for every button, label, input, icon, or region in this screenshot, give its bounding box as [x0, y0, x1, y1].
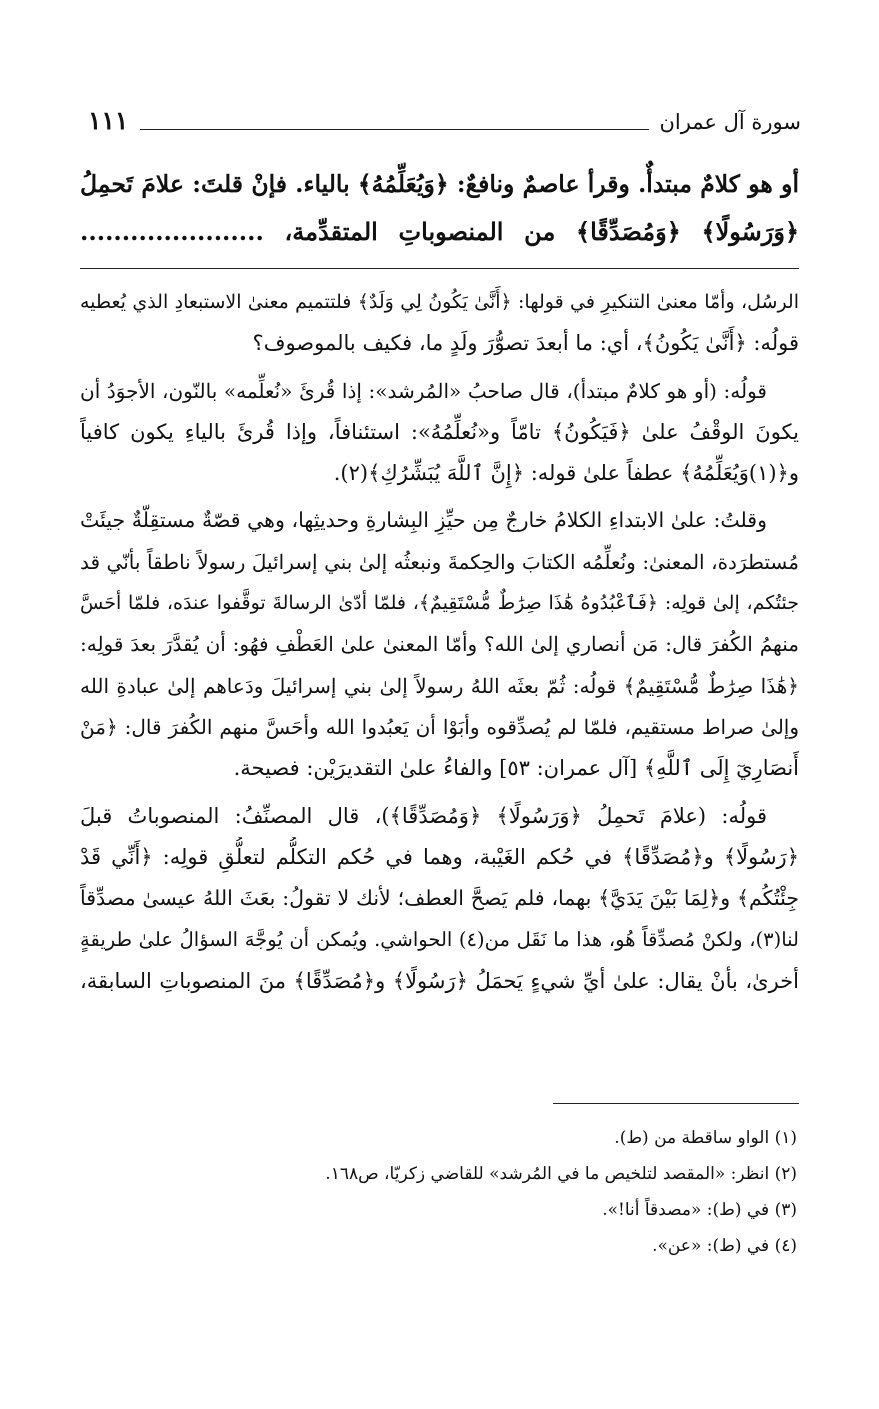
commentary-line: قولُه: ﴿أَنَّىٰ يَكُونُ﴾، أي: ما أبعدَ تصوُّرَ ولَدٍ ما، فكيف بالموصوف؟ [252, 331, 799, 356]
footnote-divider [553, 1103, 799, 1104]
commentary-line: وإلىٰ صراط مستقيم، فلمّا لم يُصدِّقوه وأبَوْا أن يَعبُدوا الله وأحَسَّ منهم الكُفرَ قال: ﴿مَنْ [80, 714, 799, 739]
commentary-line: منهمُ الكُفرَ قال: مَن أنصاري إلىٰ الله؟ وأمّا المعنىٰ علىٰ العَطْفِ فهُو: أن يُقدَّرَ بعدَ قولِه: [80, 632, 799, 657]
commentary-text [80, 282, 799, 1002]
footnote: (٣) في (ط): «مصدقاً أنا!». [602, 1200, 797, 1220]
commentary-line: لنا(٣)، ولكنْ مُصدِّقاً هُو، هذا ما نَقَل من(٤) الحواشي. ويُمكن أن يُوجَّهَ السؤالُ علىٰ طريقةٍ [80, 928, 799, 952]
commentary-line: الرسُل، وأمّا معنىٰ التنكيرِ في قولها: ﴿أَنَّىٰ يَكُونُ لِي وَلَدٌ﴾ فلتتميم معنىٰ الاستبعادِ الذي يُعطيه [80, 291, 799, 313]
commentary-line: وقلتُ: علىٰ الابتداءِ الكلامُ خارجٌ مِن حيِّزِ البِشارةِ وحديثِها، وهي قصّةٌ مستقِلّةٌ جيئَتْ [80, 508, 767, 533]
matn-line: أو هو كلامٌ مبتدأٌ. وقرأ عاصمٌ ونافعٌ: ﴿وَيُعَلِّمُهُ﴾ بالياء. فإنْ قلتَ: علامَ تَحمِلُ [80, 170, 799, 198]
commentary-line: مُستطرَدة، المعنىٰ: ونُعلِّمُه الكتابَ والحِكمةَ ونبعثُه إلىٰ بني إسرائيلَ رسولاً ناطقاً بأنّي قد [80, 549, 799, 574]
commentary-line: أخرىٰ، بأنْ يقال: علىٰ أيِّ شيءٍ يَحمَلُ ﴿رَسُولًا﴾ و﴿مُصَدِّقًا﴾ منَ المنصوباتِ السابقة، [80, 968, 799, 993]
surah-title: سورة آل عمران [659, 110, 801, 134]
header-rule [140, 129, 649, 130]
matn-text [80, 160, 799, 256]
commentary-line: جِئْتُكُم﴾ و﴿لِمَا بَيْنَ يَدَيَّ﴾ بهما، فلم يَصحَّ العطف؛ لأنك لا تقولُ: بعَثَ اللهُ عيسىٰ مصدِّقاً [80, 886, 799, 911]
matn-divider [80, 268, 799, 269]
footnote: (٤) في (ط): «عن». [652, 1236, 797, 1256]
commentary-line: و﴿(١)وَيُعَلِّمُهُ﴾ عطفاً علىٰ قوله: ﴿إِنَّ ٱللَّهَ يُبَشِّرُكِ﴾(٢). [333, 461, 799, 486]
page-number: ١١١ [88, 106, 129, 135]
footnotes [80, 1120, 797, 1264]
commentary-line: قولُه: (علامَ تَحمِلُ ﴿وَرَسُولًا﴾ ﴿وَمُصَدِّقًا﴾)، قال المصنِّفُ: المنصوباتُ قبلَ [80, 803, 767, 828]
running-header [88, 106, 801, 146]
commentary-line: ﴿رَسُولًا﴾ و﴿مُصَدِّقًا﴾ في حُكم الغَيْبة، وهما في حُكم التكلُّم لتعلُّقِ قولِه: ﴿أَنِّي قَدْ [80, 844, 799, 869]
commentary-line: جئتُكم، إلىٰ قولِه: ﴿فَٱعْبُدُوهُ هَٰذَا صِرَٰطٌ مُّسْتَقِيمٌ﴾، فلمّا أدّىٰ الرسالةَ توقَّفوا عندَه، فلمّا أحَسَّ [80, 592, 799, 615]
commentary-line: قولُه: (أو هو كلامٌ مبتدأ)، قال صاحبُ «المُرشد»: إذا قُرئَ «نُعلِّمه» بالنّون، الأجوَدُ أن [80, 378, 767, 403]
commentary-line: يكونَ الوقْفُ علىٰ ﴿فَيَكُونُ﴾ تامّاً و«نُعلِّمُهُ»: استئنافاً، وإذا قُرئَ بالياءِ يكون كافياً [80, 419, 799, 444]
commentary-line: ﴿هَٰذَا صِرَٰطٌ مُّسْتَقِيمٌ﴾ قولُه: ثُمّ بعثَه اللهُ رسولاً إلىٰ بني إسرائيلَ ودَعاهم إلىٰ عبادةِ الله [80, 673, 799, 698]
commentary-line: أَنصَارِيٓ إِلَى ٱللَّهِ﴾ [آل عمران: ٥٣] والفاءُ علىٰ التقديرَيْن: فصيحة. [233, 756, 799, 781]
footnote: (١) الواو ساقطة من (ط). [614, 1128, 797, 1148]
matn-line: ﴿وَرَسُولًا﴾ ﴿وَمُصَدِّقًا﴾ من المنصوباتِ المتقدِّمة، ...................... [80, 217, 799, 246]
footnote: (٢) انظر: «المقصد لتلخيص ما في المُرشد» للقاضي زكريّا، ص١٦٨. [325, 1164, 797, 1184]
